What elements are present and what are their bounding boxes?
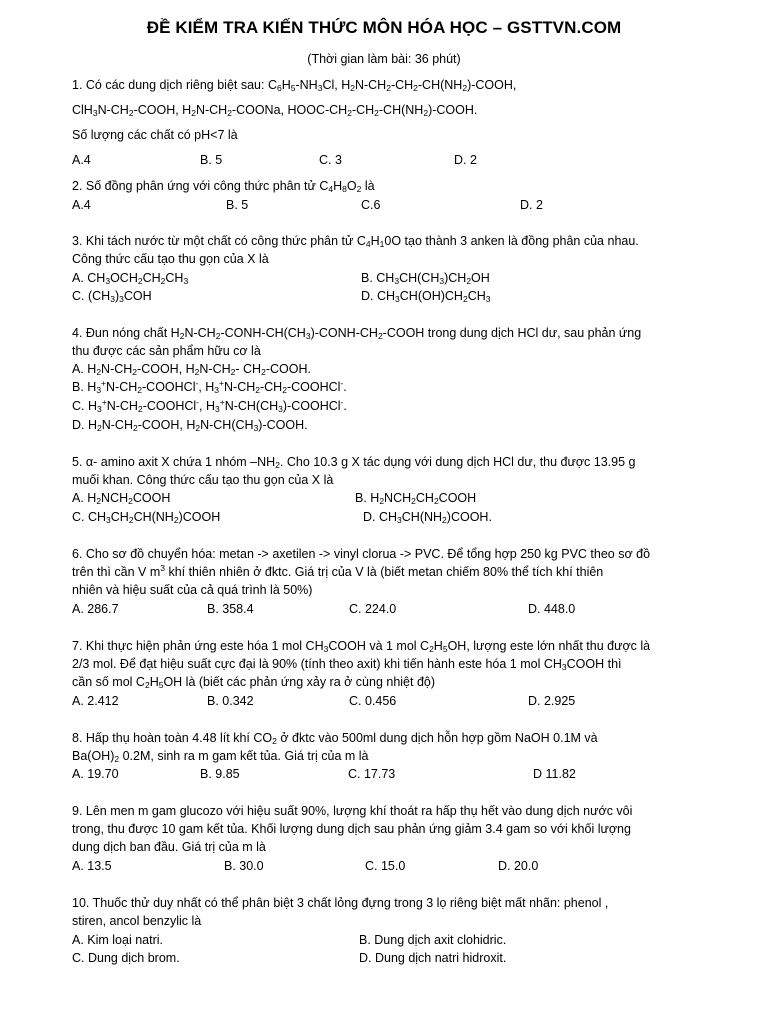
q8-option-c: C. 17.73 xyxy=(348,767,396,781)
q6-stem-line3: nhiên và hiệu suất của cả quá trình là 50%) xyxy=(72,583,313,597)
q2-option-a: A.4 xyxy=(72,198,91,212)
q2-option-d: D. 2 xyxy=(520,198,543,212)
q9-option-a: A. 13.5 xyxy=(72,859,112,873)
q2-option-b: B. 5 xyxy=(226,198,249,212)
q10-stem-line2: stiren, ancol benzylic là xyxy=(72,914,202,928)
q7-option-c: C. 0.456 xyxy=(349,694,397,708)
q4-option-d: D. $H_2N-CH_2$-COOH, $H_2N-CH(CH_3)$-COOH. xyxy=(72,418,308,433)
page-title: ĐỀ KIỂM TRA KIẾN THỨC MÔN HÓA HỌC – GSTTVN.COM xyxy=(146,18,622,37)
q7-stem-line2: 2/3 mol. Để đạt hiệu suất cực đại là 90% (tính theo axit) khi tiến hành este hóa 1 mol $CH_3COOH$ thì xyxy=(72,657,622,672)
q9-option-d: D. 20.0 xyxy=(498,859,539,873)
q7-option-a: A. 2.412 xyxy=(72,694,119,708)
q3-stem-line2: Công thức cấu tạo thu gọn của X là xyxy=(72,252,269,266)
q5-option-b: B. $H_2NCH_2CH_2COOH$ xyxy=(355,491,477,506)
q4-option-b: B. $H_3^+N-CH_2-COOHCl^-$, $H_3^+N-CH_2-CH_2-COOHCl^-$. xyxy=(72,378,347,395)
q2-stem-line1: 2. Số đồng phân ứng với công thức phân tử $C_4H_8O_2$ là xyxy=(72,179,375,194)
q5-option-c: C. $CH_3CH_2CH(NH_2)COOH$ xyxy=(72,510,221,525)
q1-option-a: A.4 xyxy=(72,153,91,167)
q6-option-a: A. 286.7 xyxy=(72,602,119,616)
q8-stem-line1: 8. Hấp thụ hoàn toàn 4.48 lít khí $CO_2$ ở đktc vào 500ml dung dịch hỗn hợp gồm NaOH 0.1M và xyxy=(72,731,598,746)
q10-option-b: B. Dung dịch axit clohidric. xyxy=(359,933,507,947)
q1-stem-line2: $ClH_3N-CH_2$-COOH, $H_2N-CH_2$-COONa, HOOC-$CH_2-CH_2-CH(NH_2)$-COOH. xyxy=(72,103,478,118)
q7-option-d: D. 2.925 xyxy=(528,694,576,708)
q2-option-c: C.6 xyxy=(361,198,381,212)
q7-option-b: B. 0.342 xyxy=(207,694,254,708)
q8-stem-line2: $Ba(OH)_2$ 0.2M, sinh ra m gam kết tủa. Giá trị của m là xyxy=(72,749,369,764)
q4-option-c: C. $H_3^+N-CH_2-COOHCl^-$, $H_3^+N-CH(CH_3)-COOHCl^-$. xyxy=(72,397,347,414)
q1-option-c: C. 3 xyxy=(319,153,342,167)
q1-stem-line1: 1. Có các dung dịch riêng biệt sau: $C_6H_5-NH_3Cl$, $H_2N-CH_2-CH_2-CH(NH_2)$-COOH, xyxy=(72,78,517,93)
q9-stem-line2: trong, thu được 10 gam kết tủa. Khối lượng dung dịch sau phản ứng giảm 3.4 gam so với khối lượng xyxy=(72,822,631,836)
time-limit: (Thời gian làm bài: 36 phút) xyxy=(307,52,461,66)
q6-option-c: C. 224.0 xyxy=(349,602,397,616)
q9-option-b: B. 30.0 xyxy=(224,859,264,873)
q10-stem-line1: 10. Thuốc thử duy nhất có thể phân biệt 3 chất lỏng đựng trong 3 lọ riêng biệt mất nhãn: phenol , xyxy=(72,896,609,910)
q1-option-b: B. 5 xyxy=(200,153,223,167)
q3-option-c: C. $(CH_3)_3COH$ xyxy=(72,289,152,304)
q3-option-a: A. $CH_3OCH_2CH_2CH_3$ xyxy=(72,271,189,286)
q4-stem-line1: 4. Đun nóng chất $H_2N-CH_2-CONH-CH(CH_3)-CONH-CH_2$-COOH trong dung dịch HCl dư, sau phản ứng xyxy=(72,326,642,341)
q8-option-d: D 11.82 xyxy=(533,767,576,781)
q5-option-a: A. $H_2NCH_2COOH$ xyxy=(72,491,171,506)
q5-stem-line1: 5. α- amino axit X chứa 1 nhóm $-NH_2$. Cho 10.3 g X tác dụng với dung dịch HCl dư, thu được 13.95 g xyxy=(72,455,636,470)
q6-stem-line2: trên thì cần V $m^3$ khí thiên nhiên ở đktc. Giá trị của V là (biết metan chiếm 80% thể tích khí thiên xyxy=(72,563,604,579)
q7-stem-line1: 7. Khi thực hiện phản ứng este hóa 1 mol $CH_3COOH$ và 1 mol $C_2H_5OH$, lượng este lớn nhất thu được là xyxy=(72,639,651,654)
q1-option-d: D. 2 xyxy=(454,153,477,167)
q3-option-b: B. $CH_3CH(CH_3)CH_2OH$ xyxy=(361,271,490,286)
q10-option-c: C. Dung dịch brom. xyxy=(72,951,180,965)
q1-stem-line3: Số lượng các chất có pH<7 là xyxy=(72,128,238,142)
q3-option-d: D. $CH_3CH(OH)CH_2CH_3$ xyxy=(361,289,491,304)
q10-option-a: A. Kim loại natri. xyxy=(72,933,164,947)
q7-stem-line3: cần số mol $C_2H_5OH$ là (biết các phản ứng xảy ra ở cùng nhiệt độ) xyxy=(72,675,436,690)
q8-option-a: A. 19.70 xyxy=(72,767,119,781)
q8-option-b: B. 9.85 xyxy=(200,767,240,781)
q4-stem-line2: thu được các sản phẩm hữu cơ là xyxy=(72,344,261,358)
q10-option-d: D. Dung dịch natri hidroxit. xyxy=(359,951,507,965)
q9-stem-line1: 9. Lên men m gam glucozo với hiệu suất 90%, lượng khí thoát ra hấp thụ hết vào dung dịch nước vôi xyxy=(72,804,633,818)
q5-stem-line2: muối khan. Công thức cấu tạo thu gọn của X là xyxy=(72,473,334,487)
q5-option-d: D. $CH_3CH(NH_2)COOH$. xyxy=(363,510,492,525)
q6-stem-line1: 6. Cho sơ đồ chuyển hóa: metan -> axetilen -> vinyl clorua -> PVC. Để tổng hợp 250 kg PVC theo sơ đồ xyxy=(72,547,651,561)
q4-option-a: A. $H_2N-CH_2$-COOH, $H_2N-CH_2-$ $CH_2$-COOH. xyxy=(72,362,311,377)
q9-option-c: C. 15.0 xyxy=(365,859,406,873)
q9-stem-line3: dung dịch ban đầu. Giá trị của m là xyxy=(72,840,266,854)
q3-stem-line1: 3. Khi tách nước từ một chất có công thức phân tử $C_4H_10O$ tạo thành 3 anken là đồng phân của nhau. xyxy=(72,234,639,249)
q6-option-d: D. 448.0 xyxy=(528,602,576,616)
q6-option-b: B. 358.4 xyxy=(207,602,254,616)
